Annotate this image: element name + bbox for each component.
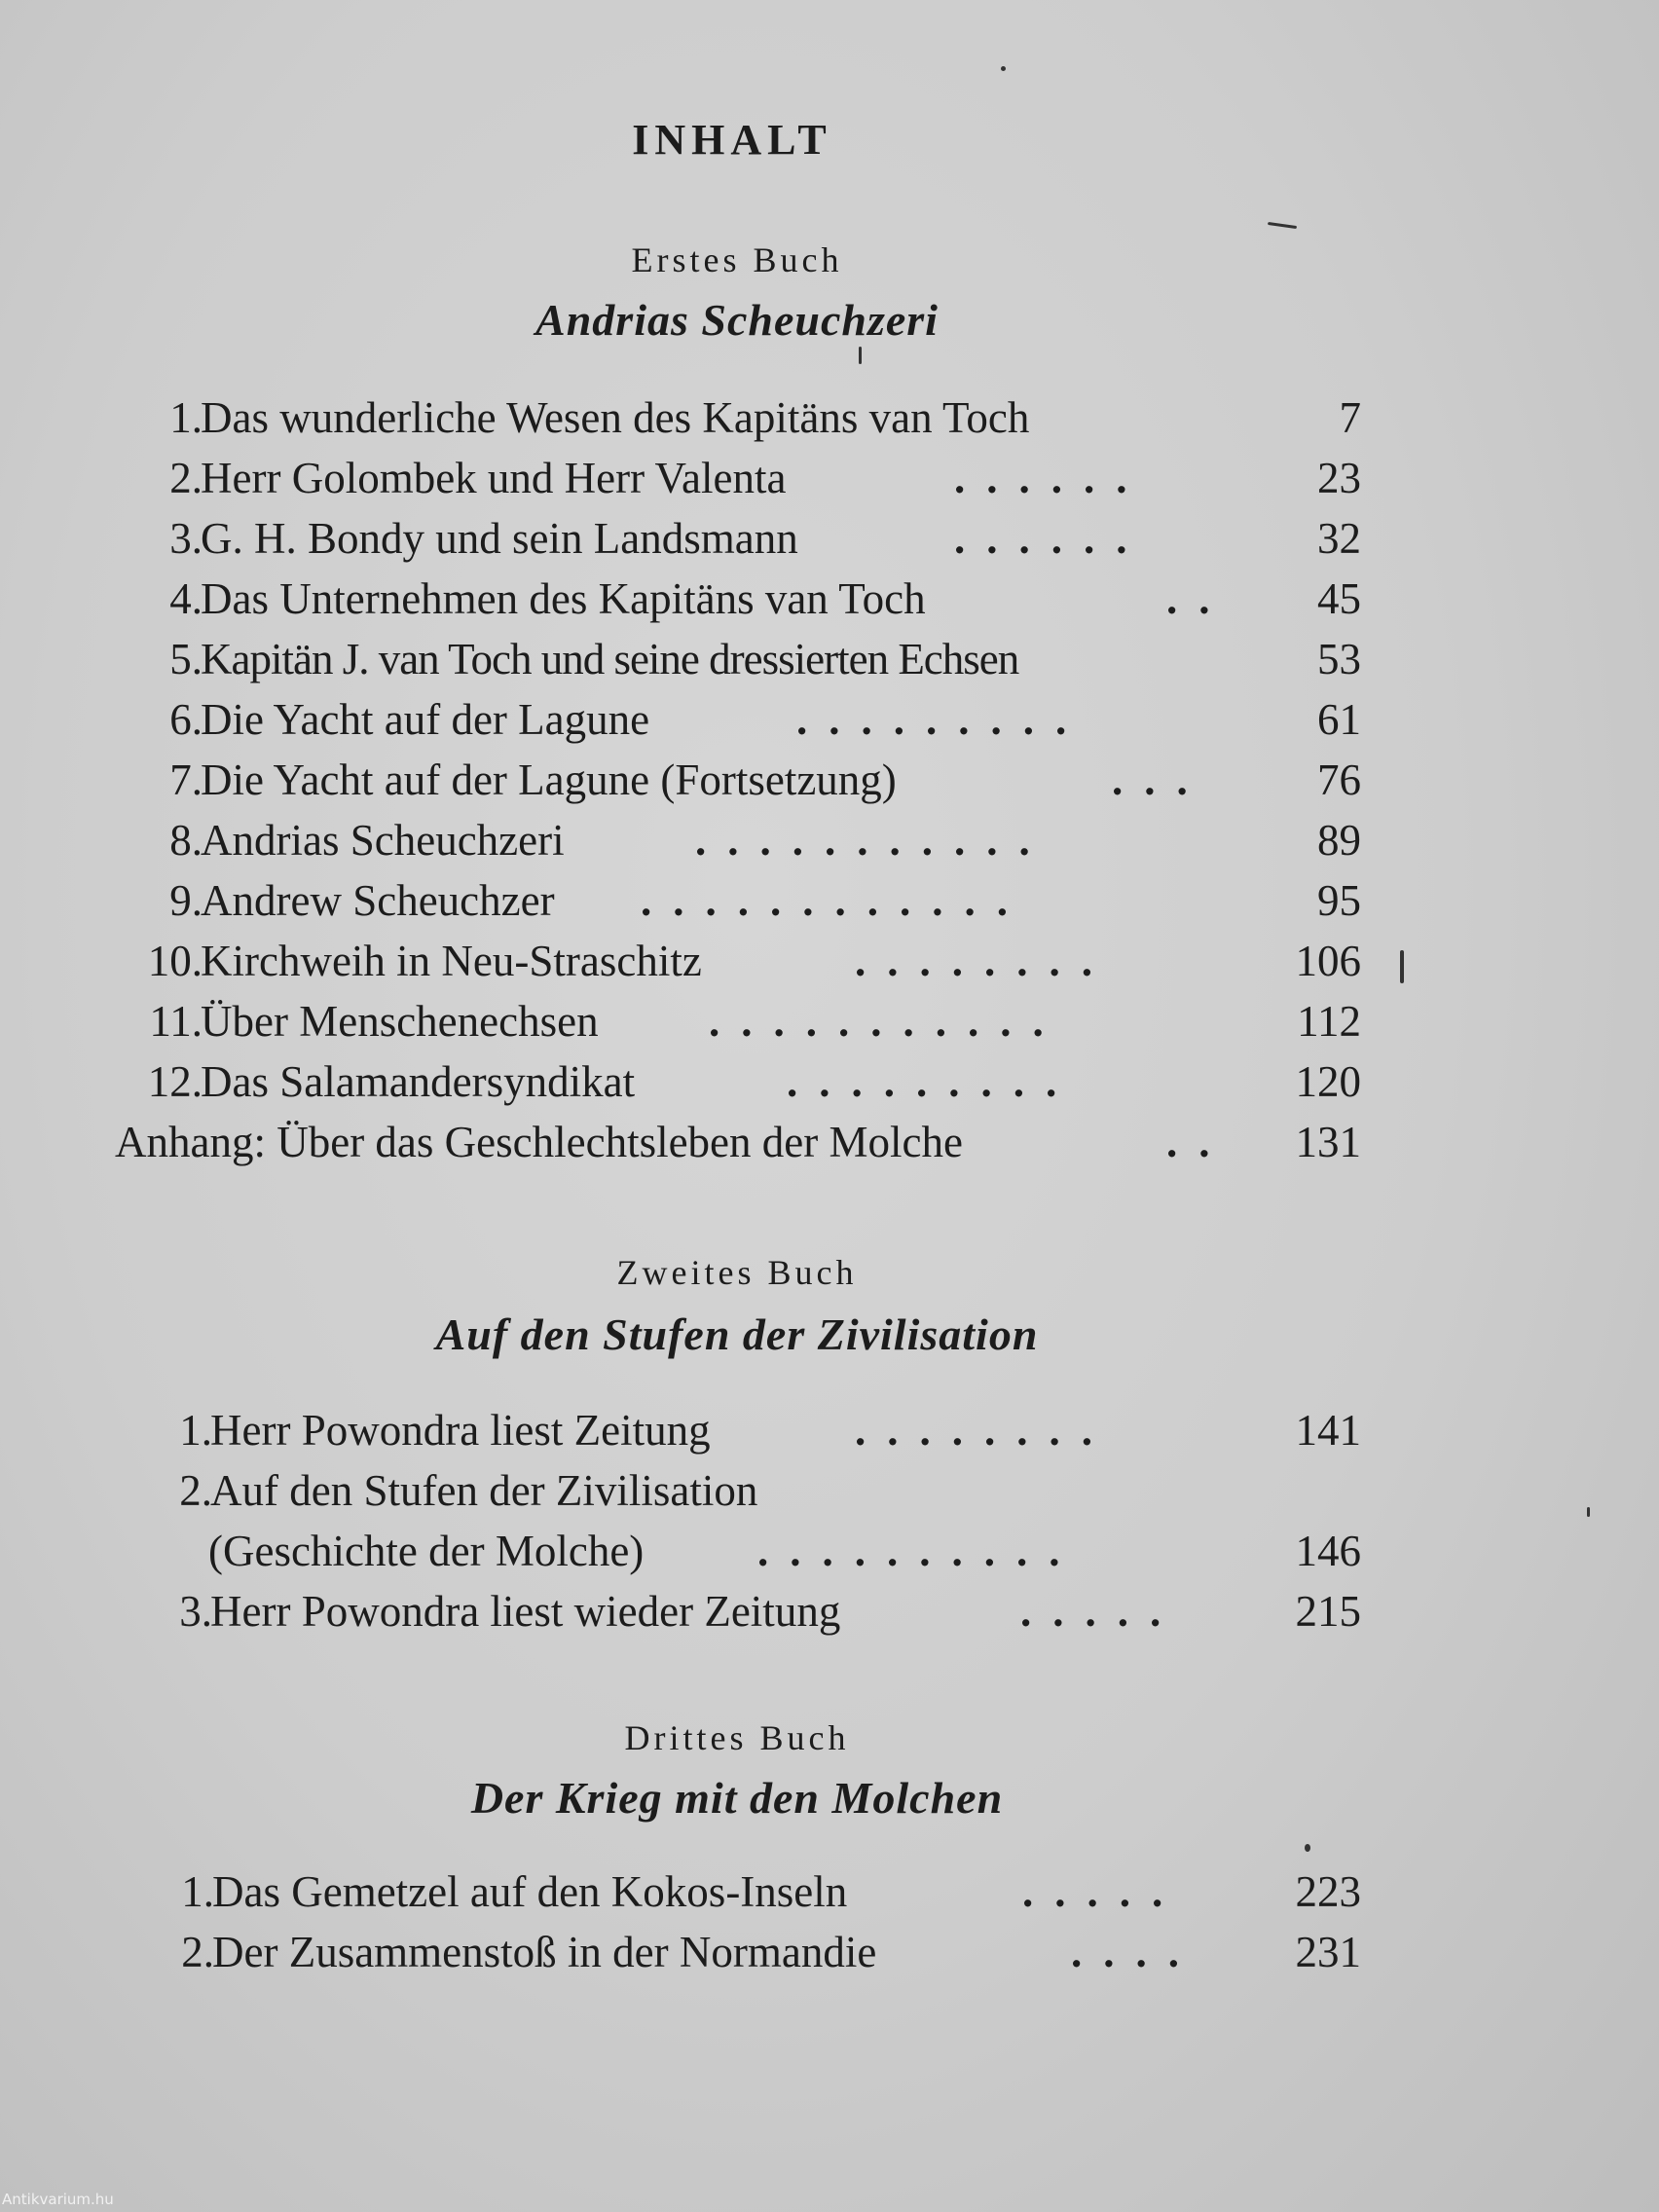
entry-number: 8.: [169, 816, 203, 865]
entry-title: Die Yacht auf der Lagune (Fortsetzung): [201, 756, 897, 804]
leader-dots: .........: [796, 695, 1088, 744]
leader-dots: ....: [1071, 1928, 1200, 1976]
entry-page: 61: [1317, 695, 1361, 744]
book-2-label: Zweites Buch: [616, 1253, 858, 1292]
entry-number: 11.: [149, 997, 203, 1046]
watermark-text: Antikvarium.hu: [2, 2191, 114, 2208]
book-1-label: Erstes Buch: [631, 240, 843, 279]
entry-page: 32: [1317, 514, 1361, 563]
entry-page: 106: [1295, 937, 1361, 985]
entry-title: Der Zusammenstoß in der Normandie: [212, 1928, 877, 1976]
leader-dots: ......: [954, 514, 1149, 563]
toc-entry-continuation: [125, 1521, 1361, 1581]
paper-speck: [1587, 1507, 1590, 1517]
page-title: INHALT: [632, 116, 832, 164]
toc-entry: [115, 931, 1361, 991]
entry-page: 223: [1295, 1867, 1361, 1916]
entry-number: 6.: [169, 695, 203, 744]
toc-entry: [127, 1862, 1361, 1922]
toc-entry: [115, 448, 1361, 508]
entry-title: Die Yacht auf der Lagune: [201, 695, 650, 744]
entry-number: 1.: [181, 1867, 214, 1916]
entry-number: 2.: [179, 1466, 212, 1515]
toc-entry: [115, 810, 1361, 870]
entry-number: 4.: [169, 574, 203, 623]
entry-title: Das wunderliche Wesen des Kapitäns van Toch: [201, 393, 1030, 442]
paper-speck: [1268, 222, 1297, 229]
book-3-subtitle: Der Krieg mit den Molchen: [470, 1773, 1004, 1823]
entry-title: Anhang: Über das Geschlechtsleben der Molche: [115, 1118, 963, 1166]
entry-title: Herr Powondra liest wieder Zeitung: [210, 1587, 841, 1636]
toc-entry: [115, 991, 1361, 1051]
toc-entry: [125, 1460, 1361, 1521]
entry-page: 7: [1339, 393, 1361, 442]
entry-page: 146: [1295, 1527, 1361, 1575]
leader-dots: ..: [1166, 574, 1232, 623]
leader-dots: ............: [641, 876, 1029, 925]
entry-number: 5.: [169, 635, 203, 683]
toc-entry: [115, 750, 1361, 810]
paper-speck: [1001, 66, 1006, 71]
entry-number: 1.: [169, 393, 203, 442]
entry-title: Das Salamandersyndikat: [201, 1057, 636, 1106]
leader-dots: ..: [1166, 1118, 1232, 1166]
entry-number: 2.: [181, 1928, 214, 1976]
toc-entry: [115, 569, 1361, 629]
entry-page: 76: [1317, 756, 1361, 804]
leader-dots: .....: [1020, 1587, 1183, 1636]
toc-entry: [115, 629, 1361, 689]
entry-number: 1.: [179, 1406, 212, 1455]
leader-dots: ........: [855, 1406, 1114, 1455]
entry-number: 10.: [147, 937, 203, 985]
leader-dots: ...: [1112, 756, 1209, 804]
entry-page: 45: [1317, 574, 1361, 623]
entry-title: Kirchweih in Neu-Straschitz: [201, 937, 702, 985]
toc-entry: [127, 1922, 1361, 1982]
entry-page: 23: [1317, 454, 1361, 502]
leader-dots: .........: [787, 1057, 1079, 1106]
paper-speck: [1400, 950, 1404, 983]
entry-title: Herr Golombek und Herr Valenta: [201, 454, 787, 502]
book-2-subtitle: Auf den Stufen der Zivilisation: [435, 1309, 1039, 1359]
entry-title: Herr Powondra liest Zeitung: [210, 1406, 711, 1455]
leader-dots: ...........: [709, 997, 1065, 1046]
entry-title: Kapitän J. van Toch und seine dressierten Echsen: [201, 635, 1019, 683]
entry-page: 131: [1295, 1118, 1361, 1166]
entry-number: 7.: [169, 756, 203, 804]
entry-title: Das Gemetzel auf den Kokos-Inseln: [212, 1867, 848, 1916]
entry-title: (Geschichte der Molche): [208, 1527, 645, 1575]
entry-number: 3.: [169, 514, 203, 563]
leader-dots: ..........: [757, 1527, 1082, 1575]
book-1-subtitle: Andrias Scheuchzeri: [535, 295, 939, 345]
entry-page: 112: [1297, 997, 1361, 1046]
entry-page: 53: [1317, 635, 1361, 683]
toc-entry: [125, 1581, 1361, 1641]
entry-number: 9.: [169, 876, 203, 925]
entry-page: 89: [1317, 816, 1361, 865]
toc-entry: [115, 387, 1361, 448]
toc-entry: [115, 1051, 1361, 1112]
leader-dots: ...........: [695, 816, 1051, 865]
entry-title: G. H. Bondy und sein Landsmann: [201, 514, 798, 563]
entry-number: 3.: [179, 1587, 212, 1636]
entry-title: Das Unternehmen des Kapitäns van Toch: [201, 574, 926, 623]
toc-entry: [115, 870, 1361, 931]
book-3-label: Drittes Buch: [624, 1718, 850, 1757]
leader-dots: .....: [1022, 1867, 1185, 1916]
paper-speck: [859, 347, 862, 364]
leader-dots: ........: [855, 937, 1114, 985]
entry-number: 2.: [169, 454, 203, 502]
entry-page: 95: [1317, 876, 1361, 925]
entry-page: 120: [1295, 1057, 1361, 1106]
entry-number: 12.: [147, 1057, 203, 1106]
entry-title: Auf den Stufen der Zivilisation: [210, 1466, 758, 1515]
paper-speck: [1305, 1844, 1310, 1852]
entry-page: 141: [1295, 1406, 1361, 1455]
entry-title: Andrias Scheuchzeri: [201, 816, 565, 865]
toc-entry: [115, 508, 1361, 569]
entry-title: Über Menschenechsen: [201, 997, 599, 1046]
entry-title: Andrew Scheuchzer: [201, 876, 555, 925]
toc-entry: [115, 689, 1361, 750]
toc-entry-appendix: [115, 1112, 1361, 1172]
toc-entry: [125, 1400, 1361, 1460]
entry-page: 231: [1295, 1928, 1361, 1976]
entry-page: 215: [1295, 1587, 1361, 1636]
leader-dots: ......: [954, 454, 1149, 502]
